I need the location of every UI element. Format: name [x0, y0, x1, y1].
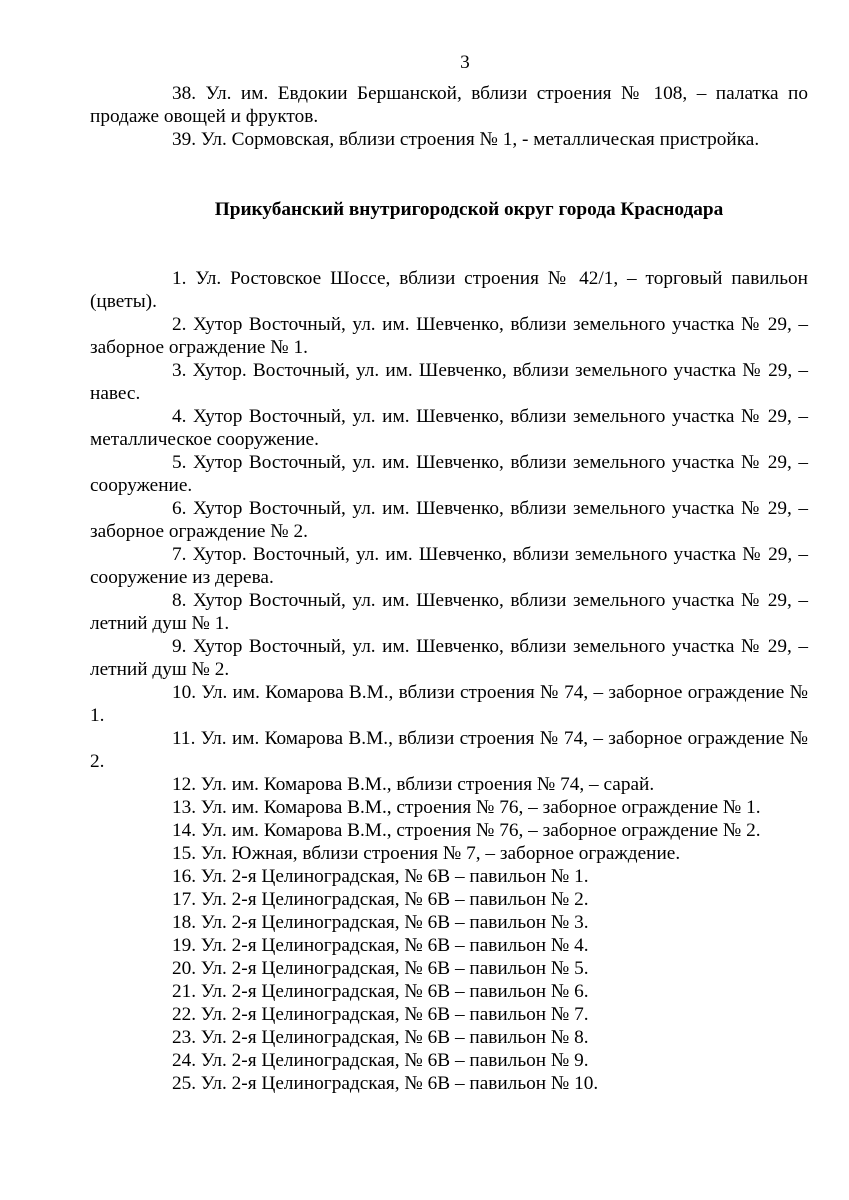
list-item: 23. Ул. 2-я Целиноградская, № 6В – павильон № 8.	[172, 1027, 589, 1048]
list-item: 14. Ул. им. Комарова В.М., строения № 76, – заборное ограждение № 2.	[172, 820, 761, 841]
list-item: 39. Ул. Сормовская, вблизи строения № 1, - металлическая пристройка.	[172, 129, 760, 150]
list-item: 10. Ул. им. Комарова В.М., вблизи строения № 74, – заборное ограждение № 1.	[90, 682, 808, 726]
list-item: 7. Хутор. Восточный, ул. им. Шевченко, вблизи земельного участка № 29, – сооружение из дерева.	[90, 544, 808, 588]
list-item: 38. Ул. им. Евдокии Бершанской, вблизи строения № 108, – палатка по продаже овощей и фруктов.	[90, 83, 808, 127]
list-item: 4. Хутор Восточный, ул. им. Шевченко, вблизи земельного участка № 29, – металлическое сооружение.	[90, 406, 808, 450]
list-item: 21. Ул. 2-я Целиноградская, № 6В – павильон № 6.	[172, 981, 589, 1002]
objects-list	[90, 267, 808, 1095]
list-item: 12. Ул. им. Комарова В.М., вблизи строения № 74, – сарай.	[172, 774, 655, 795]
section-heading: Прикубанский внутригородской округ города Краснодара	[214, 199, 724, 220]
page-number: 3	[460, 52, 470, 73]
list-item: 9. Хутор Восточный, ул. им. Шевченко, вблизи земельного участка № 29, – летний душ № 2.	[90, 636, 808, 680]
list-item: 15. Ул. Южная, вблизи строения № 7, – заборное ограждение.	[172, 843, 681, 864]
list-item: 19. Ул. 2-я Целиноградская, № 6В – павильон № 4.	[172, 935, 589, 956]
list-item: 6. Хутор Восточный, ул. им. Шевченко, вблизи земельного участка № 29, – заборное ограждение № 2.	[90, 498, 808, 542]
list-item: 5. Хутор Восточный, ул. им. Шевченко, вблизи земельного участка № 29, – сооружение.	[90, 452, 808, 496]
list-item: 22. Ул. 2-я Целиноградская, № 6В – павильон № 7.	[172, 1004, 589, 1025]
list-item: 8. Хутор Восточный, ул. им. Шевченко, вблизи земельного участка № 29, – летний душ № 1.	[90, 590, 808, 634]
list-item: 2. Хутор Восточный, ул. им. Шевченко, вблизи земельного участка № 29, – заборное ограждение № 1.	[90, 314, 808, 358]
continued-list	[90, 82, 808, 151]
list-item: 18. Ул. 2-я Целиноградская, № 6В – павильон № 3.	[172, 912, 589, 933]
list-item: 20. Ул. 2-я Целиноградская, № 6В – павильон № 5.	[172, 958, 589, 979]
list-item: 1. Ул. Ростовское Шоссе, вблизи строения № 42/1, – торговый павильон (цветы).	[90, 268, 808, 312]
list-item: 24. Ул. 2-я Целиноградская, № 6В – павильон № 9.	[172, 1050, 589, 1071]
list-item: 25. Ул. 2-я Целиноградская, № 6В – павильон № 10.	[172, 1073, 599, 1094]
list-item: 3. Хутор. Восточный, ул. им. Шевченко, вблизи земельного участка № 29, – навес.	[90, 360, 808, 404]
list-item: 17. Ул. 2-я Целиноградская, № 6В – павильон № 2.	[172, 889, 589, 910]
list-item: 13. Ул. им. Комарова В.М., строения № 76, – заборное ограждение № 1.	[172, 797, 761, 818]
list-item: 11. Ул. им. Комарова В.М., вблизи строения № 74, – заборное ограждение № 2.	[90, 728, 808, 772]
list-item: 16. Ул. 2-я Целиноградская, № 6В – павильон № 1.	[172, 866, 589, 887]
